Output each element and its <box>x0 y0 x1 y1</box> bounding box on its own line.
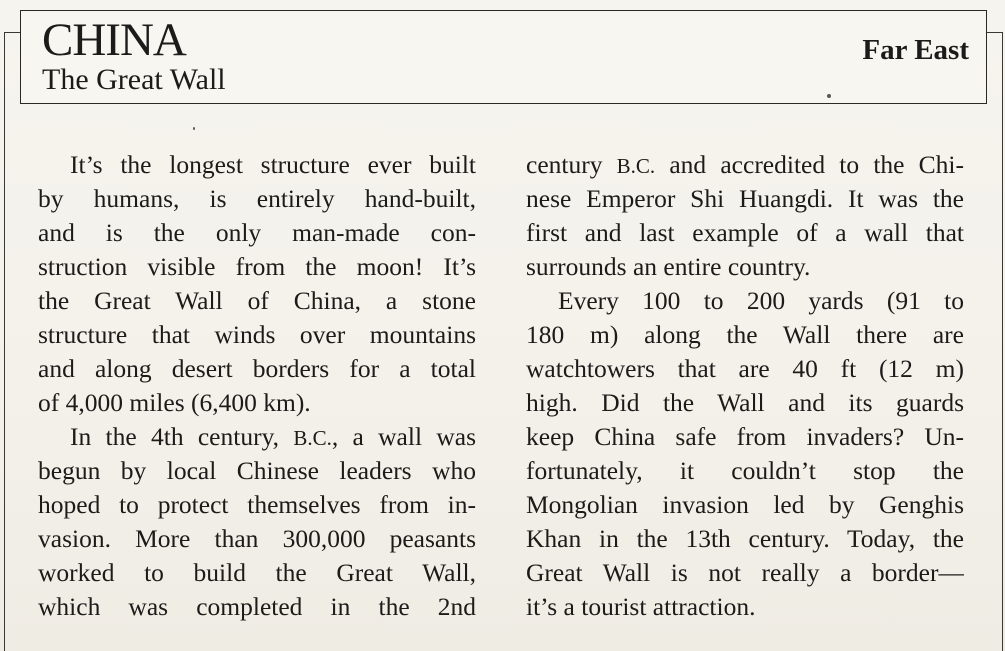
era-abbreviation: B.C. <box>293 426 332 450</box>
line-content <box>526 184 964 213</box>
line-text: hoped to protect themselves from in- <box>38 490 476 519</box>
line-text: of 4,000 miles (6,400 km). <box>38 388 311 417</box>
text-line <box>38 420 476 454</box>
text-line <box>38 216 476 250</box>
line-content <box>526 388 964 417</box>
line-text: fortunately, it couldn’t stop the <box>526 456 964 485</box>
text-line <box>526 250 964 284</box>
text-line <box>526 590 964 624</box>
text-line <box>38 556 476 590</box>
line-content <box>526 150 964 179</box>
line-text: begun by local Chinese leaders who <box>38 456 476 485</box>
line-text: and is the only man-made con- <box>38 218 476 247</box>
line-content <box>70 422 476 451</box>
line-content <box>38 354 476 383</box>
line-content <box>38 490 476 519</box>
line-text: nese Emperor Shi Huangdi. It was the <box>526 184 964 213</box>
text-line <box>38 250 476 284</box>
line-text: In the 4th century, <box>70 422 294 451</box>
line-text: Mongolian invasion led by Genghis <box>526 490 964 519</box>
paper-speck <box>827 94 831 98</box>
text-column-left <box>38 148 476 624</box>
text-line <box>38 182 476 216</box>
line-text: Khan in the 13th century. Today, the <box>526 524 964 553</box>
text-line <box>526 318 964 352</box>
line-text: and along desert borders for a total <box>38 354 476 383</box>
text-line <box>38 148 476 182</box>
text-column-right <box>526 148 964 624</box>
line-content <box>526 422 964 451</box>
line-text: it’s a tourist attraction. <box>526 592 756 621</box>
paper-speck <box>193 127 195 130</box>
text-line <box>38 522 476 556</box>
line-text: Every 100 to 200 yards (91 to <box>558 286 964 315</box>
text-line <box>526 386 964 420</box>
line-text: structure that winds over mountains <box>38 320 476 349</box>
line-content <box>38 558 476 587</box>
line-content <box>526 354 964 383</box>
line-content <box>526 524 964 553</box>
era-abbreviation: B.C. <box>616 154 656 178</box>
line-text: by humans, is entirely hand-built, <box>38 184 476 213</box>
text-line <box>526 420 964 454</box>
outer-frame-rule <box>1002 32 1003 651</box>
text-line <box>38 454 476 488</box>
line-content <box>526 490 964 519</box>
line-content <box>38 252 476 281</box>
line-text: , a wall was <box>331 422 476 451</box>
line-text: century <box>526 150 617 179</box>
line-text: high. Did the Wall and its guards <box>526 388 964 417</box>
text-line <box>38 590 476 624</box>
line-content <box>38 320 476 349</box>
text-line <box>526 216 964 250</box>
text-line <box>526 454 964 488</box>
page-subtitle: The Great Wall <box>42 63 226 96</box>
line-content <box>558 286 964 315</box>
line-content <box>38 286 476 315</box>
text-line <box>38 386 476 420</box>
text-line <box>38 318 476 352</box>
outer-frame-rule <box>987 32 1003 33</box>
line-text: which was completed in the 2nd <box>38 592 476 621</box>
line-text: worked to build the Great Wall, <box>38 558 476 587</box>
line-text: 180 m) along the Wall there are <box>526 320 964 349</box>
line-content <box>38 592 476 621</box>
text-line <box>526 352 964 386</box>
line-text: Great Wall is not really a border— <box>526 558 964 587</box>
line-text: first and last example of a wall that <box>526 218 964 247</box>
line-text: and accredited to the Chi- <box>655 150 964 179</box>
text-line <box>526 556 964 590</box>
text-line <box>526 284 964 318</box>
line-text: keep China safe from invaders? Un- <box>526 422 964 451</box>
line-text: the Great Wall of China, a stone <box>38 286 476 315</box>
line-content <box>526 558 964 587</box>
outer-frame-rule <box>4 32 20 33</box>
line-content <box>526 218 964 247</box>
line-content <box>38 456 476 485</box>
text-line <box>526 522 964 556</box>
text-line <box>38 284 476 318</box>
line-text: surrounds an entire country. <box>526 252 811 281</box>
line-text: watchtowers that are 40 ft (12 m) <box>526 354 964 383</box>
line-text: struction visible from the moon! It’s <box>38 252 476 281</box>
line-content <box>526 320 964 349</box>
text-line <box>38 488 476 522</box>
text-line <box>526 182 964 216</box>
outer-frame-rule <box>4 32 5 651</box>
line-content <box>526 456 964 485</box>
line-content <box>70 150 476 179</box>
text-line <box>526 148 964 182</box>
line-content <box>38 524 476 553</box>
text-line <box>526 488 964 522</box>
line-text: vasion. More than 300,000 peasants <box>38 524 476 553</box>
line-content <box>38 218 476 247</box>
text-line <box>38 352 476 386</box>
line-content <box>38 184 476 213</box>
line-text: It’s the longest structure ever built <box>70 150 476 179</box>
page-title: CHINA <box>42 14 186 66</box>
region-label: Far East <box>862 34 969 66</box>
